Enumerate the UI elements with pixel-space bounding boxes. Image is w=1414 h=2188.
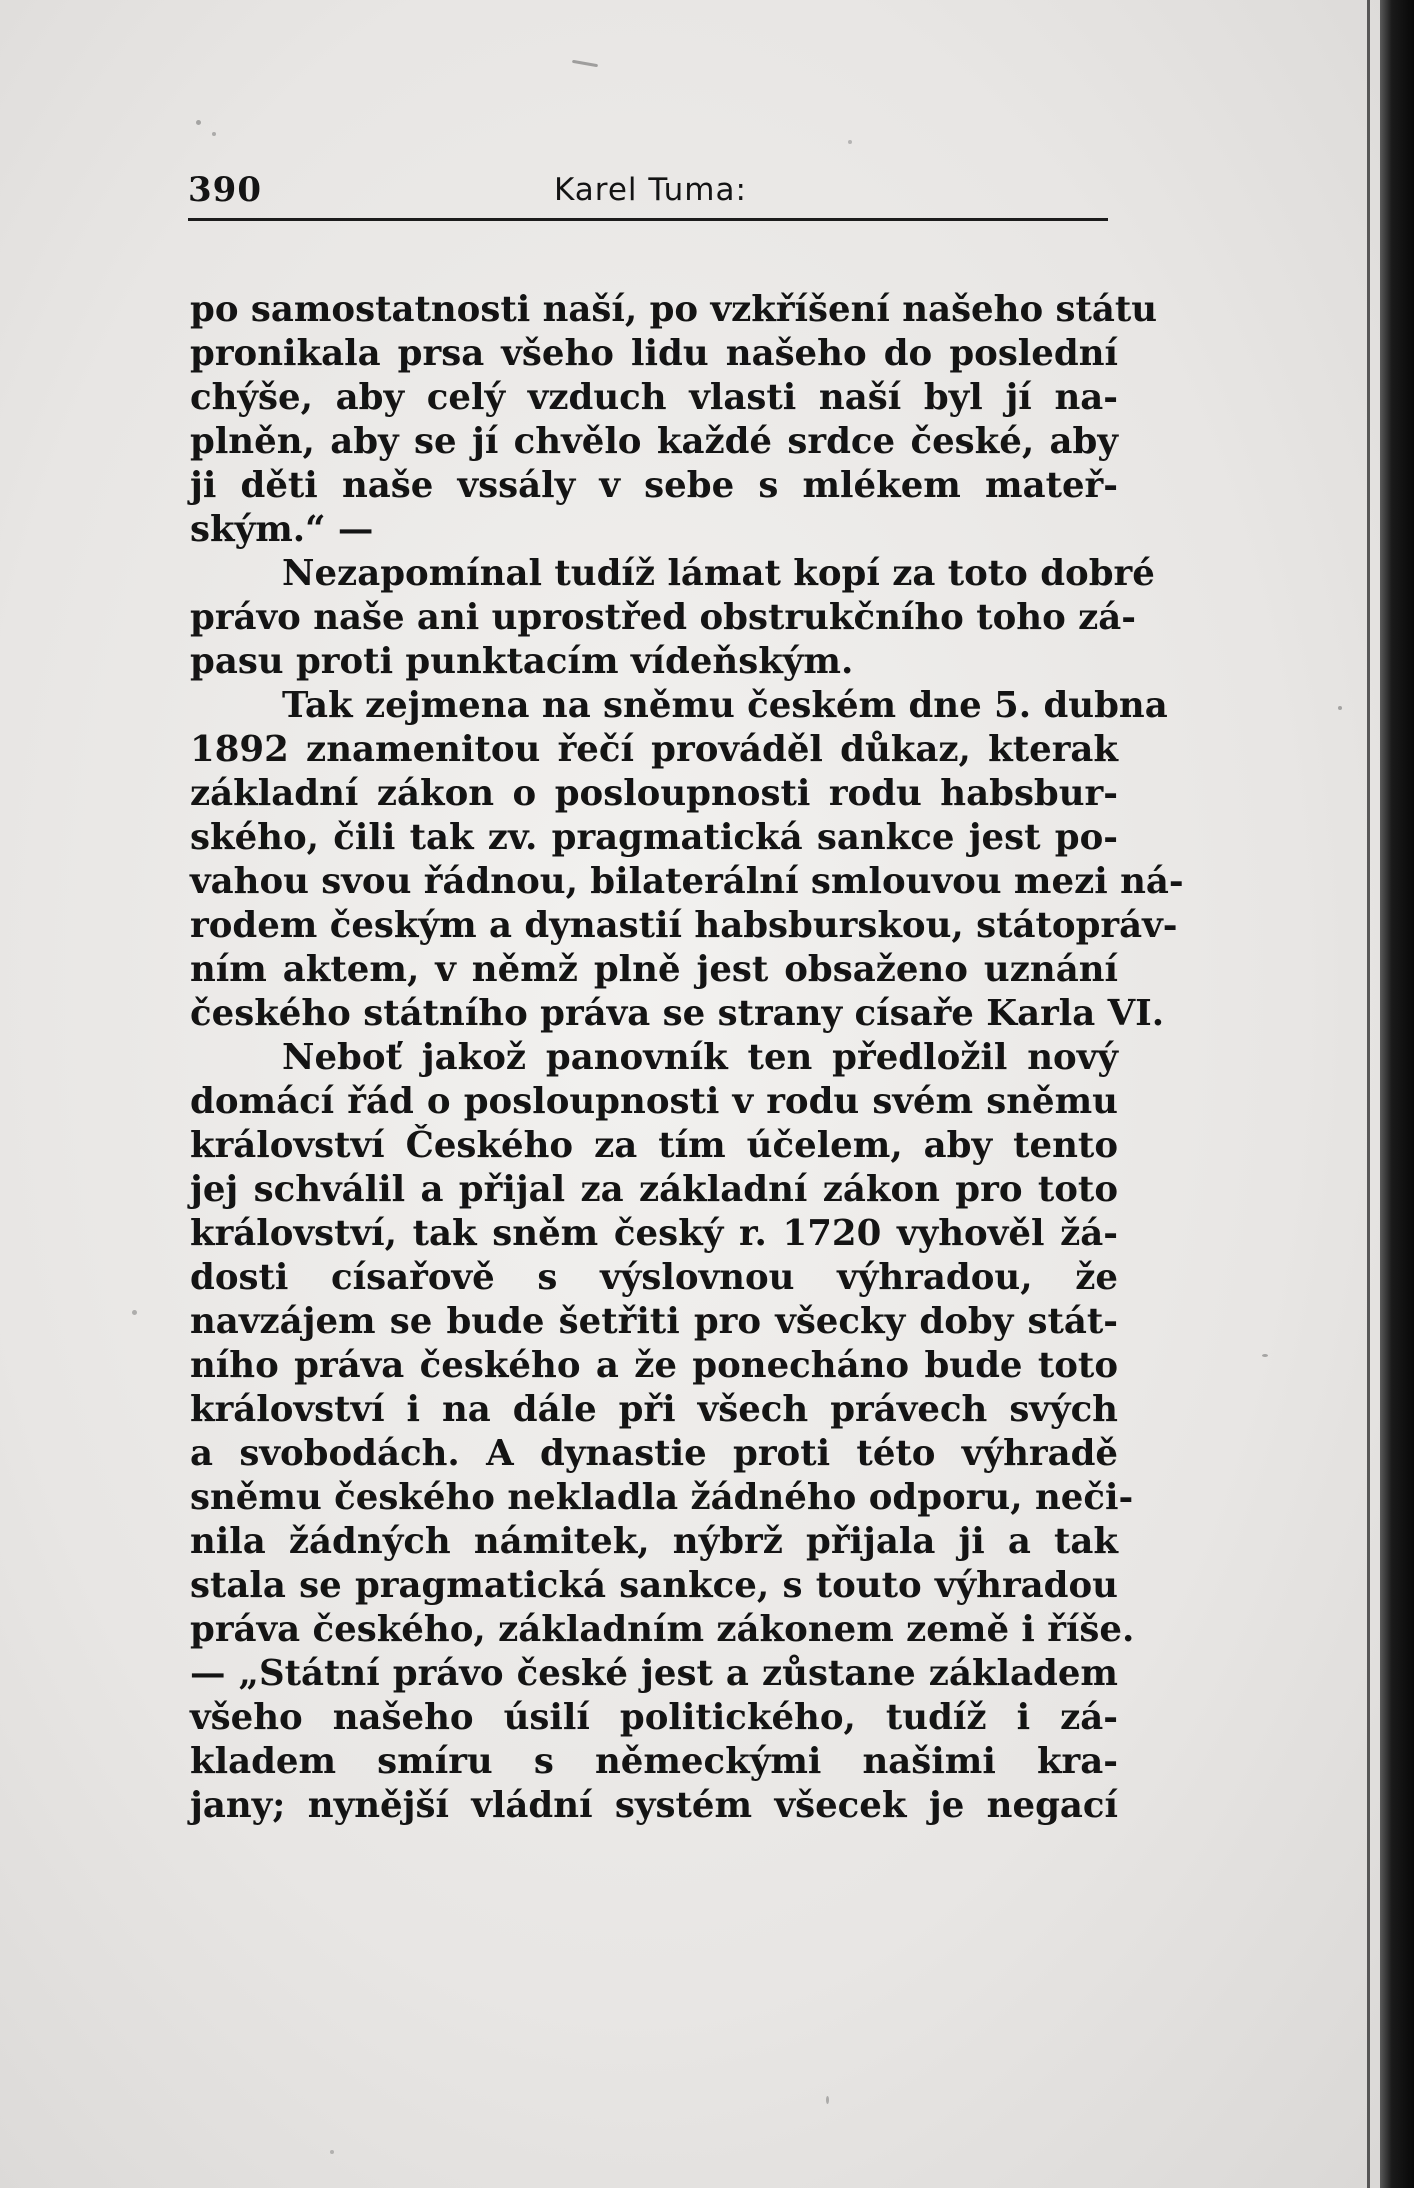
text-line: Nezapomínal tudíž lámat kopí za toto dobré [282,553,1155,594]
text-line: a svobodách. A dynastie proti této výhradě [190,1433,1118,1474]
text-line: plněn, aby se jí chvělo každé srdce české, aby [190,421,1118,462]
scan-speck [1338,706,1342,710]
text-line: ním aktem, v němž plně jest obsaženo uznání [190,949,1118,990]
header-rule [188,218,1108,221]
running-head: Karel Tuma: [554,172,747,208]
text-line: základní zákon o posloupnosti rodu habsbur- [190,773,1118,814]
scan-speck [196,120,201,125]
text-line: rodem českým a dynastií habsburskou, státopráv- [190,905,1178,946]
text-line: nila žádných námitek, nýbrž přijala ji a tak [190,1521,1118,1562]
text-line: království, tak sněm český r. 1720 vyhověl žá- [190,1213,1118,1254]
body-text [190,288,1184,1828]
text-line: sněmu českého nekladla žádného odporu, neči- [190,1477,1134,1518]
text-line: chýše, aby celý vzduch vlasti naší byl jí na- [190,377,1118,418]
text-line: Tak zejmena na sněmu českém dne 5. dubna [282,685,1168,726]
scan-speck [1262,1354,1268,1357]
text-line: vahou svou řádnou, bilaterální smlouvou mezi ná- [190,861,1184,902]
text-line: českého státního práva se strany císaře Karla VI. [190,993,1165,1034]
text-line: pronikala prsa všeho lidu našeho do poslední [190,333,1118,374]
scan-edge-shadow [1380,0,1414,2188]
text-line: jany; nynější vládní systém všecek je negací [190,1785,1118,1826]
scan-edge-line [1367,0,1370,2188]
scan-speck [826,2096,829,2104]
scan-speck [212,132,216,136]
text-line: jej schválil a přijal za základní zákon pro toto [190,1169,1118,1210]
text-line: dosti císařově s výslovnou výhradou, že [190,1257,1118,1298]
text-line: ního práva českého a že ponecháno bude toto [190,1345,1118,1386]
text-line: — „Státní právo české jest a zůstane základem [190,1653,1118,1694]
page-number: 390 [188,170,262,210]
text-line: království i na dále při všech právech svých [190,1389,1118,1430]
scan-speck [572,60,598,67]
text-line: kladem smíru s německými našimi kra- [190,1741,1118,1782]
text-line: království Českého za tím účelem, aby tento [190,1125,1118,1166]
text-line: práva českého, základním zákonem země i říše. [190,1609,1135,1650]
text-line: všeho našeho úsilí politického, tudíž i zá- [190,1697,1118,1738]
text-line: po samostatnosti naší, po vzkříšení našeho státu [190,289,1158,330]
page-header [188,168,1108,216]
text-line: 1892 znamenitou řečí prováděl důkaz, kterak [190,729,1118,770]
text-line: ským.“ — [190,509,374,550]
text-line: právo naše ani uprostřed obstrukčního toho zá- [190,597,1137,638]
text-line: ského, čili tak zv. pragmatická sankce jest po- [190,817,1118,858]
text-line: Neboť jakož panovník ten předložil nový [282,1037,1118,1078]
text-line: ji děti naše vssály v sebe s mlékem mateř- [190,465,1118,506]
scan-speck [330,2150,334,2154]
text-line: domácí řád o posloupnosti v rodu svém sněmu [190,1081,1118,1122]
text-line: pasu proti punktacím vídeňským. [190,641,854,682]
text-line: stala se pragmatická sankce, s touto výhradou [190,1565,1118,1606]
scan-speck [848,140,852,144]
text-line: navzájem se bude šetřiti pro všecky doby stát- [190,1301,1118,1342]
scan-speck [132,1310,137,1315]
